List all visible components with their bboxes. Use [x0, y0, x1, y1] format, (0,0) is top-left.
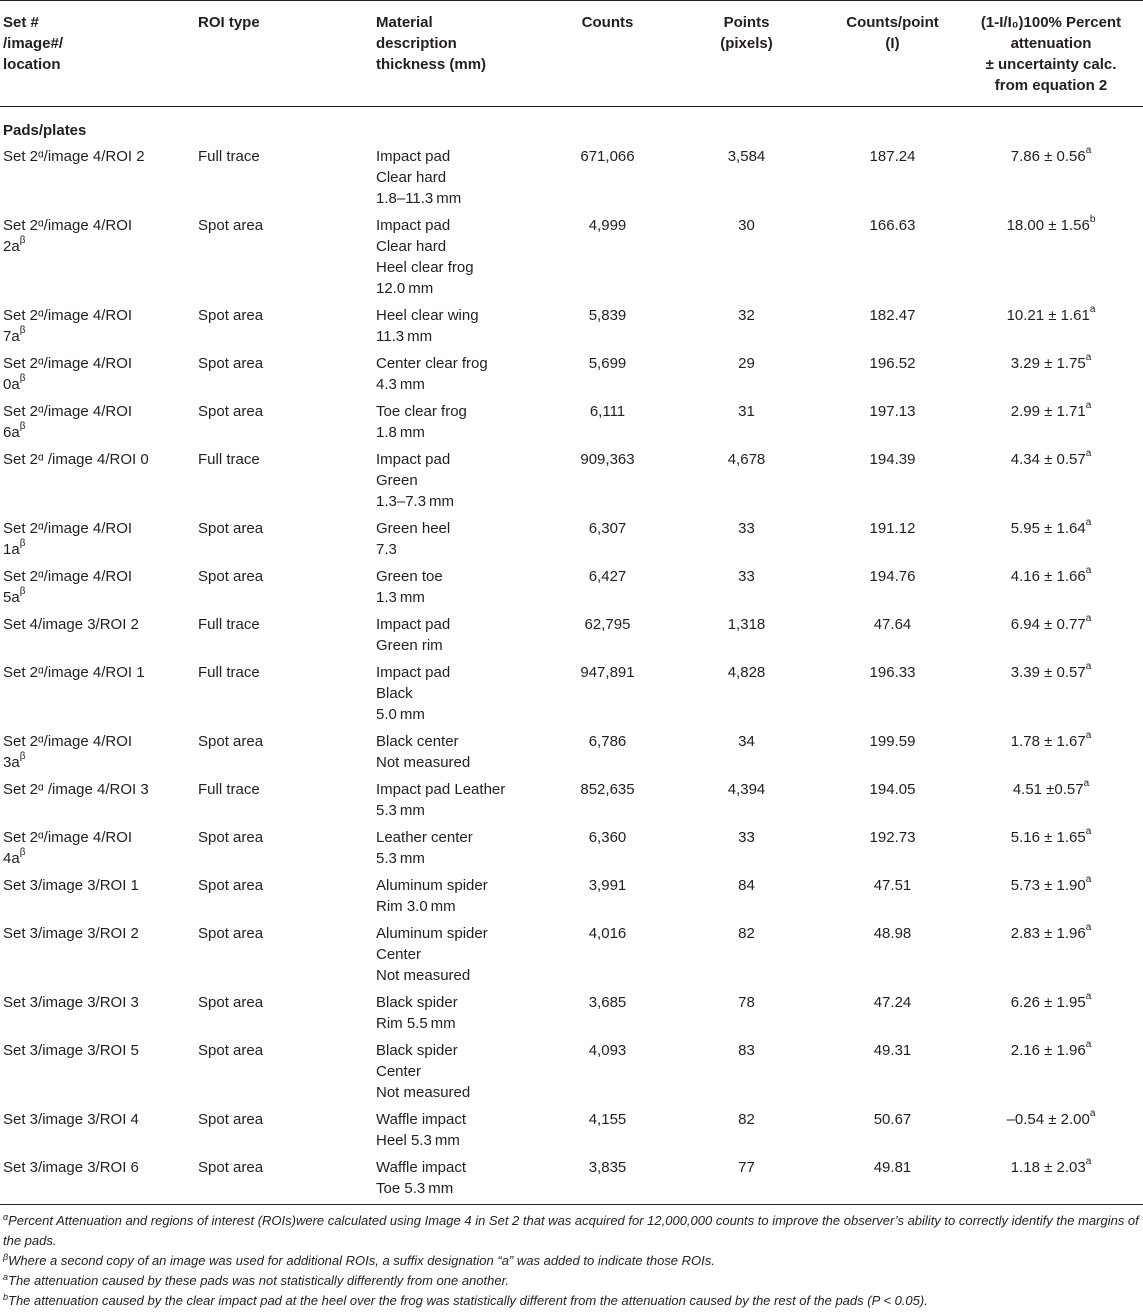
- cell-percent-attenuation: 7.86 ± 0.56$^a$: [1010, 145, 1092, 165]
- cell-roi-type: Full trace: [198, 616, 260, 633]
- superscript-mark: a: [1085, 661, 1092, 672]
- cell-percent-attenuation: 10.21 ± 1.61$^a$: [1006, 304, 1096, 324]
- cell-percent-attenuation: 5.16 ± 1.65$^a$: [1010, 826, 1092, 846]
- footnote: [3, 1271, 1139, 1291]
- superscript-mark: a: [1085, 613, 1092, 624]
- cell-set-location: Set 2ᵅ/image 4/ROI 2: [3, 148, 145, 165]
- cell-roi-type: Full trace: [198, 781, 260, 798]
- cell-counts-per-point: 191.12: [869, 520, 916, 537]
- footnote-text: Percent Attenuation and regions of interest (ROIs)were calculated using Image 4 in Set 2 that was acquired for 12,000,000 counts to improve the observer’s ability to correctly identify the margins of the pads.: [3, 1213, 1139, 1248]
- cell-counts: 4,155: [588, 1111, 627, 1128]
- cell-counts-per-point: 166.63: [869, 217, 916, 234]
- superscript-mark: a: [1085, 400, 1092, 411]
- cell-percent-attenuation: 6.94 ± 0.77$^a$: [1010, 613, 1092, 633]
- cell-percent-attenuation: 2.99 ± 1.71$^a$: [1010, 400, 1092, 420]
- superscript-mark: b: [1089, 214, 1096, 225]
- cell-percent-attenuation: 6.26 ± 1.95$^a$: [1010, 991, 1092, 1011]
- cell-points: 78: [738, 994, 755, 1011]
- cell-roi-type: Spot area: [198, 829, 264, 846]
- cell-points: 83: [738, 1042, 755, 1059]
- footnote-mark: a: [3, 1271, 9, 1282]
- cell-points: 82: [738, 925, 755, 942]
- cell-material: Black center Not measured: [376, 733, 471, 771]
- cell-percent-attenuation: 5.95 ± 1.64$^a$: [1010, 517, 1092, 537]
- superscript-mark: a: [1083, 778, 1090, 789]
- superscript-mark: a: [1085, 448, 1092, 459]
- cell-counts: 947,891: [580, 664, 635, 681]
- superscript-mark: β: [19, 847, 26, 858]
- cell-counts: 62,795: [584, 616, 631, 633]
- cell-set-location: Set 3/image 3/ROI 3: [3, 994, 139, 1011]
- cell-material: Waffle impact Toe 5.3 mm: [376, 1159, 467, 1197]
- superscript-mark: β: [19, 373, 26, 384]
- cell-counts: 3,991: [588, 877, 627, 894]
- cell-counts: 4,093: [588, 1042, 627, 1059]
- cell-set-location: Set 2ᵅ/image 4/ROI $1a^\beta$: [3, 520, 133, 558]
- cell-roi-type: Spot area: [198, 520, 264, 537]
- superscript-mark: β: [19, 325, 26, 336]
- cell-percent-attenuation: 2.16 ± 1.96$^a$: [1010, 1039, 1092, 1059]
- cell-counts: 6,307: [588, 520, 627, 537]
- cell-roi-type: Spot area: [198, 403, 264, 420]
- superscript-mark: a: [1085, 517, 1092, 528]
- cell-counts-per-point: 197.13: [869, 403, 916, 420]
- superscript-mark: β: [19, 586, 26, 597]
- cell-roi-type: Spot area: [198, 355, 264, 372]
- cell-points: 4,678: [727, 451, 766, 468]
- cell-points: 34: [738, 733, 755, 750]
- cell-set-location: Set 2ᵅ/image 4/ROI $7a^\beta$: [3, 307, 133, 345]
- cell-counts-per-point: 199.59: [869, 733, 916, 750]
- cell-roi-type: Spot area: [198, 733, 264, 750]
- cell-set-location: Set 3/image 3/ROI 6: [3, 1159, 139, 1176]
- cell-roi-type: Spot area: [198, 307, 264, 324]
- cell-counts-per-point: 47.24: [873, 994, 912, 1011]
- cell-set-location: Set 4/image 3/ROI 2: [3, 616, 139, 633]
- cell-counts-per-point: 50.67: [873, 1111, 912, 1128]
- header-counts-per-point: Counts/point (I): [826, 1, 959, 107]
- cell-material: Aluminum spider Center Not measured: [376, 925, 488, 984]
- cell-set-location: Set 2ᵅ/image 4/ROI $3a^\beta$: [3, 733, 133, 771]
- cell-roi-type: Spot area: [198, 1042, 264, 1059]
- footnote: [3, 1291, 1139, 1311]
- cell-roi-type: Full trace: [198, 451, 260, 468]
- cell-set-location: Set 2ᵅ/image 4/ROI $4a^\beta$: [3, 829, 133, 867]
- table-row: [0, 401, 1143, 449]
- header-material: Material description thickness (mm): [376, 1, 548, 107]
- cell-material: Impact pad Clear hard 1.8–11.3 mm: [376, 148, 462, 207]
- header-points: Points (pixels): [667, 1, 826, 107]
- cell-counts-per-point: 196.52: [869, 355, 916, 372]
- cell-roi-type: Spot area: [198, 217, 264, 234]
- cell-percent-attenuation: 4.34 ± 0.57$^a$: [1010, 448, 1092, 468]
- table-row: [0, 146, 1143, 215]
- table-row: [0, 566, 1143, 614]
- cell-points: 1,318: [727, 616, 766, 633]
- cell-percent-attenuation: 1.18 ± 2.03$^a$: [1010, 1156, 1092, 1176]
- cell-set-location: Set 2ᵅ/image 4/ROI $6a^\beta$: [3, 403, 133, 441]
- section-label: Pads/plates: [3, 122, 87, 139]
- cell-counts: 6,360: [588, 829, 627, 846]
- cell-points: 29: [738, 355, 755, 372]
- footnote-text: The attenuation caused by the clear impact pad at the heel over the frog was statistically different from the attenuation caused by the rest of the pads (P < 0.05).: [8, 1293, 928, 1308]
- cell-material: Center clear frog 4.3 mm: [376, 355, 488, 393]
- superscript-mark: a: [1085, 145, 1092, 156]
- cell-counts: 3,685: [588, 994, 627, 1011]
- cell-set-location: Set 3/image 3/ROI 4: [3, 1111, 139, 1128]
- cell-percent-attenuation: 3.39 ± 0.57$^a$: [1010, 661, 1092, 681]
- cell-set-location: Set 2ᵅ /image 4/ROI 0: [3, 451, 149, 468]
- cell-points: 32: [738, 307, 755, 324]
- superscript-mark: a: [1085, 1039, 1092, 1050]
- table-row: [0, 662, 1143, 731]
- section-row: [0, 107, 1143, 147]
- cell-material: Impact pad Clear hard Heel clear frog 12.0 mm: [376, 217, 474, 297]
- footnote-text: The attenuation caused by these pads was not statistically differently from one another.: [8, 1273, 510, 1288]
- table-row: [0, 1157, 1143, 1205]
- cell-material: Impact pad Green 1.3–7.3 mm: [376, 451, 455, 510]
- cell-counts-per-point: 49.31: [873, 1042, 912, 1059]
- table-row: [0, 518, 1143, 566]
- cell-material: Aluminum spider Rim 3.0 mm: [376, 877, 488, 915]
- cell-counts: 909,363: [580, 451, 635, 468]
- cell-material: Green heel 7.3: [376, 520, 451, 558]
- cell-counts-per-point: 49.81: [873, 1159, 912, 1176]
- cell-roi-type: Full trace: [198, 664, 260, 681]
- cell-points: 77: [738, 1159, 755, 1176]
- superscript-mark: a: [1085, 1156, 1092, 1167]
- table-row: [0, 1040, 1143, 1109]
- cell-points: 33: [738, 568, 755, 585]
- cell-counts: 6,427: [588, 568, 627, 585]
- cell-set-location: Set 2ᵅ/image 4/ROI $2a^\beta$: [3, 217, 133, 255]
- cell-counts-per-point: 194.76: [869, 568, 916, 585]
- superscript-mark: a: [1085, 826, 1092, 837]
- superscript-mark: a: [1085, 730, 1092, 741]
- cell-counts-per-point: 187.24: [869, 148, 916, 165]
- table-row: [0, 353, 1143, 401]
- superscript-mark: a: [1085, 352, 1092, 363]
- superscript-mark: β: [19, 235, 26, 246]
- footnote: [3, 1211, 1139, 1251]
- cell-points: 3,584: [727, 148, 766, 165]
- cell-percent-attenuation: 4.16 ± 1.66$^a$: [1010, 565, 1092, 585]
- cell-roi-type: Spot area: [198, 994, 264, 1011]
- header-percent-attenuation: (1-I/I₀)100% Percent attenuation ± uncertainty calc. from equation 2: [959, 1, 1143, 107]
- table-row: [0, 215, 1143, 305]
- cell-percent-attenuation: 4.51 ±0.57$^a$: [1012, 778, 1090, 798]
- cell-material: Toe clear frog 1.8 mm: [376, 403, 467, 441]
- cell-material: Black spider Center Not measured: [376, 1042, 471, 1101]
- cell-counts-per-point: 182.47: [869, 307, 916, 324]
- header-set-location: Set # /image#/ location: [0, 1, 198, 107]
- footnote-mark: b: [3, 1291, 9, 1302]
- cell-counts: 671,066: [580, 148, 635, 165]
- cell-points: 82: [738, 1111, 755, 1128]
- cell-roi-type: Spot area: [198, 568, 264, 585]
- cell-counts: 3,835: [588, 1159, 627, 1176]
- superscript-mark: a: [1085, 565, 1092, 576]
- cell-material: Impact pad Black 5.0 mm: [376, 664, 451, 723]
- cell-counts-per-point: 194.05: [869, 781, 916, 798]
- table-row: [0, 992, 1143, 1040]
- cell-counts: 4,999: [588, 217, 627, 234]
- cell-material: Heel clear wing 11.3 mm: [376, 307, 479, 345]
- cell-roi-type: Spot area: [198, 1159, 264, 1176]
- table-row: [0, 449, 1143, 518]
- cell-set-location: Set 3/image 3/ROI 1: [3, 877, 139, 894]
- table-row: [0, 614, 1143, 662]
- cell-material: Black spider Rim 5.5 mm: [376, 994, 458, 1032]
- table-row: [0, 1109, 1143, 1157]
- cell-set-location: Set 2ᵅ/image 4/ROI $0a^\beta$: [3, 355, 133, 393]
- cell-roi-type: Spot area: [198, 877, 264, 894]
- cell-points: 33: [738, 829, 755, 846]
- cell-set-location: Set 3/image 3/ROI 2: [3, 925, 139, 942]
- cell-roi-type: Full trace: [198, 148, 260, 165]
- superscript-mark: a: [1085, 922, 1092, 933]
- cell-counts: 4,016: [588, 925, 627, 942]
- cell-counts: 5,699: [588, 355, 627, 372]
- cell-roi-type: Spot area: [198, 1111, 264, 1128]
- cell-counts-per-point: 47.64: [873, 616, 912, 633]
- superscript-mark: a: [1089, 1108, 1096, 1119]
- footnote-mark: β: [3, 1251, 9, 1262]
- cell-material: Impact pad Leather 5.3 mm: [376, 781, 506, 819]
- cell-percent-attenuation: 18.00 ± 1.56$^b$: [1006, 214, 1096, 234]
- superscript-mark: β: [19, 751, 26, 762]
- superscript-mark: a: [1085, 874, 1092, 885]
- cell-counts-per-point: 48.98: [873, 925, 912, 942]
- superscript-mark: a: [1089, 304, 1096, 315]
- cell-set-location: Set 2ᵅ/image 4/ROI $5a^\beta$: [3, 568, 133, 606]
- cell-counts-per-point: 196.33: [869, 664, 916, 681]
- table-row: [0, 923, 1143, 992]
- cell-material: Leather center 5.3 mm: [376, 829, 473, 867]
- cell-percent-attenuation: 3.29 ± 1.75$^a$: [1010, 352, 1092, 372]
- cell-set-location: Set 2ᵅ/image 4/ROI 1: [3, 664, 145, 681]
- superscript-mark: β: [19, 538, 26, 549]
- footnotes: [0, 1205, 1143, 1311]
- cell-material: Green toe 1.3 mm: [376, 568, 443, 606]
- cell-set-location: Set 3/image 3/ROI 5: [3, 1042, 139, 1059]
- cell-points: 33: [738, 520, 755, 537]
- cell-points: 84: [738, 877, 755, 894]
- cell-material: Impact pad Green rim: [376, 616, 451, 654]
- cell-counts: 6,111: [589, 403, 626, 420]
- superscript-mark: a: [1085, 991, 1092, 1002]
- table-row: [0, 731, 1143, 779]
- cell-roi-type: Spot area: [198, 925, 264, 942]
- footnote-text: Where a second copy of an image was used for additional ROIs, a suffix designation “a” was added to indicate those ROIs.: [8, 1253, 715, 1268]
- superscript-mark: β: [19, 421, 26, 432]
- cell-counts: 852,635: [580, 781, 635, 798]
- cell-points: 31: [738, 403, 755, 420]
- cell-counts-per-point: 194.39: [869, 451, 916, 468]
- cell-material: Waffle impact Heel 5.3 mm: [376, 1111, 467, 1149]
- cell-counts-per-point: 47.51: [873, 877, 912, 894]
- table-row: [0, 827, 1143, 875]
- table-row: [0, 305, 1143, 353]
- cell-percent-attenuation: 2.83 ± 1.96$^a$: [1010, 922, 1092, 942]
- header-row: [0, 1, 1143, 107]
- footnote: [3, 1251, 1139, 1271]
- cell-counts: 5,839: [588, 307, 627, 324]
- table-row: [0, 875, 1143, 923]
- cell-counts: 6,786: [588, 733, 627, 750]
- table-row: [0, 779, 1143, 827]
- cell-percent-attenuation: 1.78 ± 1.67$^a$: [1010, 730, 1092, 750]
- cell-percent-attenuation: 5.73 ± 1.90$^a$: [1010, 874, 1092, 894]
- cell-set-location: Set 2ᵅ /image 4/ROI 3: [3, 781, 149, 798]
- cell-points: 4,828: [727, 664, 766, 681]
- cell-counts-per-point: 192.73: [869, 829, 916, 846]
- cell-points: 30: [738, 217, 755, 234]
- cell-percent-attenuation: –0.54 ± 2.00$^a$: [1006, 1108, 1096, 1128]
- header-roi-type: ROI type: [198, 1, 376, 107]
- cell-points: 4,394: [727, 781, 766, 798]
- footnote-mark: α: [3, 1211, 9, 1222]
- header-counts: Counts: [548, 1, 667, 107]
